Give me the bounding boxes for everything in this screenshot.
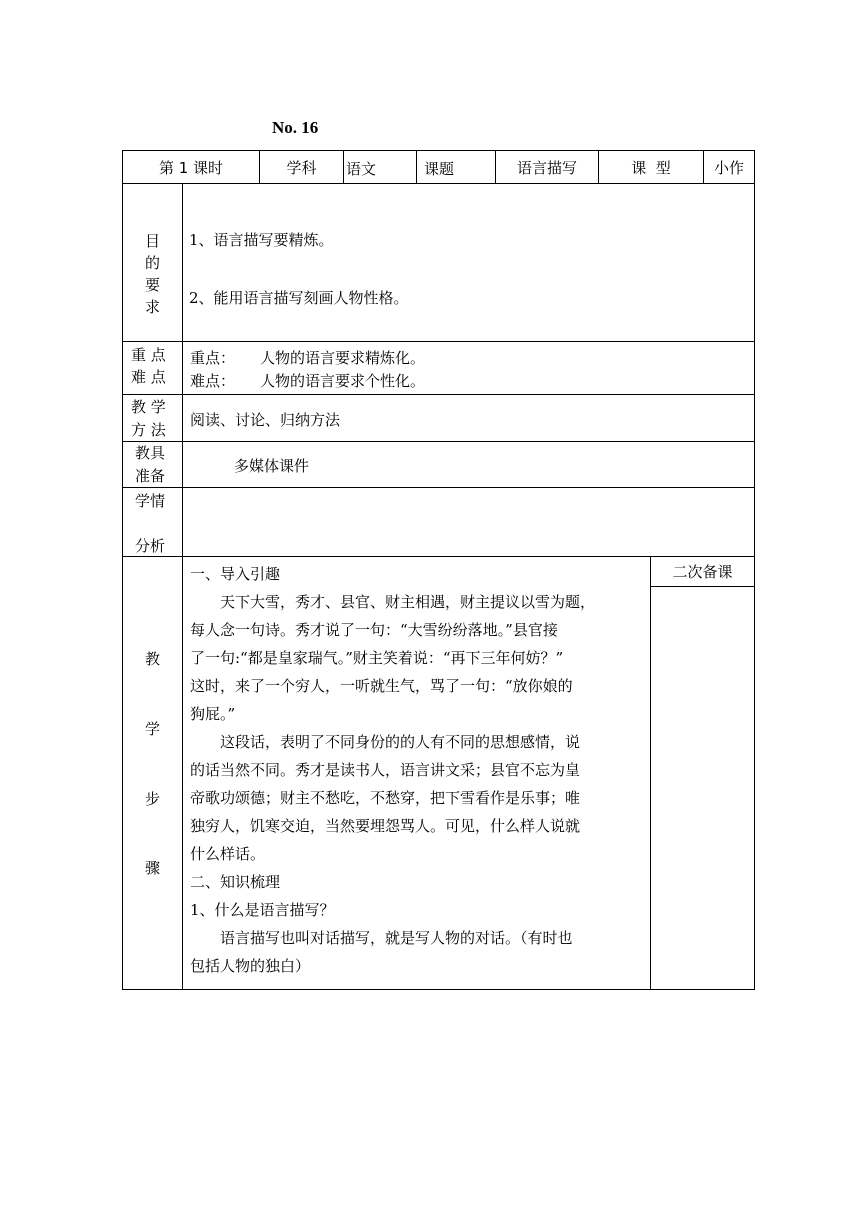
keypoints-content [182, 341, 755, 395]
steps-paragraph-line: 这时，来了一个穷人，一听就生气，骂了一句：“放你娘的 [190, 677, 573, 695]
tools-label-cell [122, 441, 183, 488]
steps-paragraph-line: 包括人物的独白） [190, 957, 311, 975]
tools-text: 多媒体课件 [234, 457, 310, 475]
document-number: No. 16 [272, 118, 319, 137]
analysis-label-cell [122, 487, 183, 557]
steps-label-char: 教 [145, 650, 161, 668]
second-prep-header [651, 557, 754, 587]
difficulty-text: 人物的语言要求个性化。 [260, 372, 426, 390]
subject-label: 学科 [259, 150, 344, 184]
keypoints-label-line: 难 点 [131, 368, 166, 386]
steps-paragraph-line: 狗屁。” [190, 705, 236, 723]
steps-paragraph-line: 天下大雪，秀才、县官、财主相遇，财主提议以雪为题， [220, 593, 596, 611]
type-value: 小作 [703, 150, 755, 184]
analysis-label-line: 分析 [135, 537, 166, 555]
tools-content [182, 441, 755, 488]
steps-heading: 二、知识梳理 [190, 873, 281, 891]
steps-paragraph-line: 每人念一句诗。秀才说了一句：“大雪纷纷落地。”县官接 [190, 621, 558, 639]
tools-label-line: 准备 [135, 467, 166, 485]
steps-paragraph-line: 帝歌功颂德；财主不愁吃，不愁穿，把下雪看作是乐事；唯 [190, 789, 581, 807]
objectives-label-char: 的 [145, 254, 161, 272]
analysis-label-line: 学情 [135, 492, 166, 510]
steps-label-char: 骤 [145, 859, 161, 877]
subject-value: 语文 [343, 150, 417, 184]
method-label-line: 教 学 [131, 398, 166, 416]
method-text: 阅读、讨论、归纳方法 [190, 411, 341, 429]
steps-label-cell [122, 556, 183, 990]
second-prep-label: 二次备课 [672, 563, 733, 581]
steps-heading: 一、导入引趣 [190, 565, 281, 583]
type-label: 课 型 [598, 150, 704, 184]
topic-label: 课题 [416, 150, 496, 184]
objectives-label-char: 目 [145, 232, 161, 250]
steps-label-char: 学 [145, 720, 161, 738]
method-label-cell [122, 394, 183, 442]
method-label-line: 方 法 [131, 421, 166, 439]
objective-item: 1、语言描写要精炼。 [189, 231, 334, 249]
focus-label: 重点： [190, 349, 236, 367]
focus-text: 人物的语言要求精炼化。 [260, 349, 426, 367]
steps-paragraph-line: 语言描写也叫对话描写，就是写人物的对话。（有时也 [220, 929, 573, 947]
method-content [182, 394, 755, 442]
keypoints-label-cell [122, 341, 183, 395]
steps-paragraph-line: 这段话，表明了不同身份的的人有不同的思想感情，说 [220, 733, 581, 751]
difficulty-label: 难点： [190, 372, 236, 390]
lesson-plan-table [122, 150, 755, 990]
tools-label-line: 教具 [135, 444, 166, 462]
objective-item: 2、能用语言描写刻画人物性格。 [189, 289, 409, 307]
analysis-content [182, 487, 755, 557]
topic-value: 语言描写 [495, 150, 599, 184]
steps-paragraph-line: 了一句:“都是皇家瑞气。”财主笑着说：“再下三年何妨？” [190, 649, 564, 667]
steps-subheading: 1、什么是语言描写？ [190, 901, 335, 919]
objectives-label-cell [122, 183, 183, 342]
second-prep-column [650, 556, 755, 990]
steps-paragraph-line: 独穷人，饥寒交迫，当然要埋怨骂人。可见，什么样人说就 [190, 817, 581, 835]
steps-paragraph-line: 什么样话。 [190, 845, 266, 863]
keypoints-label-line: 重 点 [131, 346, 166, 364]
steps-label-char: 步 [145, 790, 161, 808]
steps-content [182, 556, 651, 990]
objectives-content [182, 183, 755, 342]
period-cell: 第 1 课时 [122, 150, 260, 184]
objectives-label-char: 要 [145, 276, 161, 294]
steps-paragraph-line: 的话当然不同。秀才是读书人，语言讲文采；县官不忘为皇 [190, 761, 581, 779]
objectives-label-char: 求 [145, 298, 161, 316]
